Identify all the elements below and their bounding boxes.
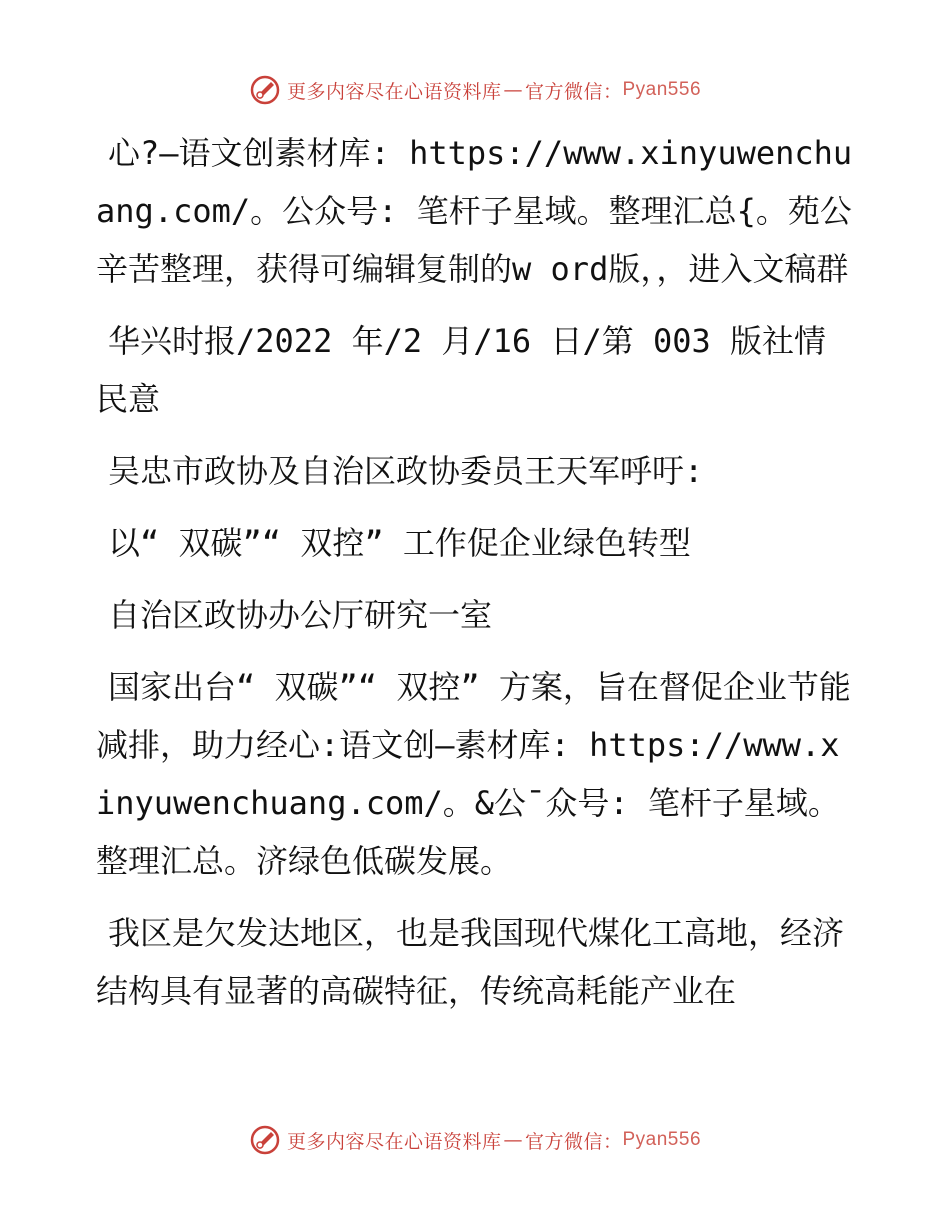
watermark-separator: — [503, 1129, 523, 1151]
brand-logo-icon [249, 74, 281, 106]
watermark-official: 官方微信： [524, 1130, 623, 1153]
article-author: 自治区政协办公厅研究一室 [108, 596, 493, 634]
watermark-wechat-id: Pyan556 [622, 1129, 702, 1150]
watermark-text: 更多内容尽在心语资料库 [286, 1130, 502, 1153]
watermark-text: 更多内容尽在心语资料库 [286, 80, 502, 103]
watermark-wechat-id: Pyan556 [622, 79, 702, 100]
watermark-separator: — [503, 79, 523, 101]
paragraph-region: 我区是欠发达地区，也是我国现代煤化工高地，经济结构具有显著的高碳特征，传统高耗能产业在 [96, 914, 845, 1010]
paragraph-publication-info: 华兴时报/2022 年/2 月/16 日/第 003 版社情民意 [96, 322, 827, 418]
document-body [96, 124, 856, 1034]
watermark-header [0, 70, 950, 110]
watermark-official: 官方微信： [524, 80, 623, 103]
article-title: 以“ 双碳”“ 双控” 工作促企业绿色转型 [108, 524, 691, 562]
paragraph-source-note: 心?—语文创素材库: https://www.xinyuwenchuang.com/。公众号: 笔杆子星域。整理汇总{。苑公辛苦整理，获得可编辑复制的w ord版，，进入文稿群 [96, 134, 853, 288]
brand-logo-icon [249, 1124, 281, 1156]
watermark-footer [0, 1120, 950, 1160]
paragraph-appeal-intro: 吴忠市政协及自治区政协委员王天军呼吁: [108, 452, 704, 490]
paragraph-policy: 国家出台“ 双碳”“ 双控” 方案，旨在督促企业节能减排，助力经心:语文创—素材库: https://www.xinyuwenchuang.com/。&公¯众号: 笔杆子星域。整理汇总。济绿色低碳发展。 [96, 668, 851, 880]
